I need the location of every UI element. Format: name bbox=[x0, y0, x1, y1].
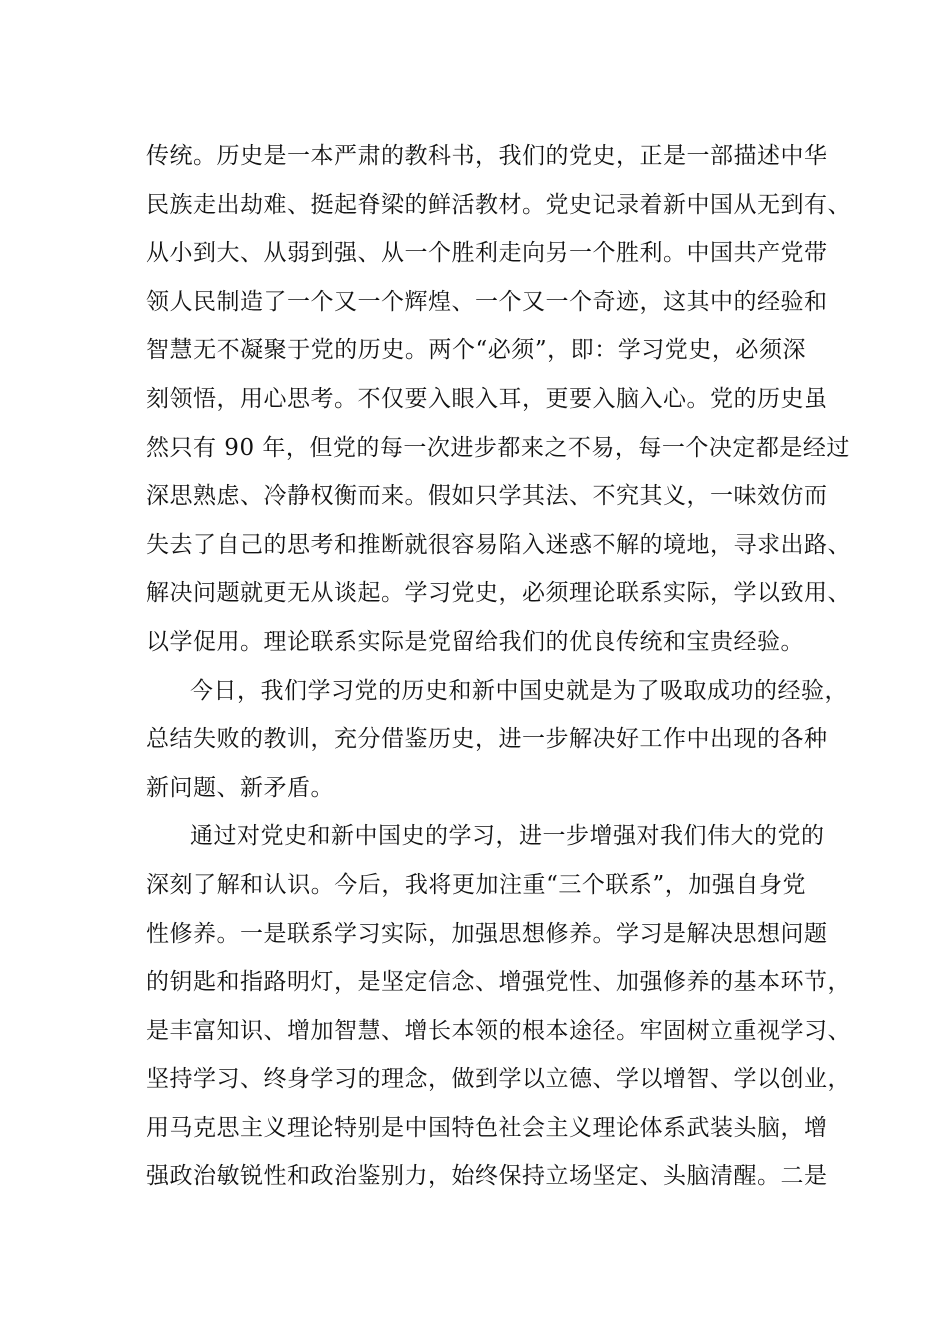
paragraph-first-line: 今日，我们学习党的历史和新中国史就是为了吸取成功的经验， bbox=[190, 677, 848, 704]
text-line: 深刻了解和认识。今后，我将更加注重“三个联系”，加强自身党 bbox=[146, 871, 806, 898]
text-line: 解决问题就更无从谈起。学习党史，必须理论联系实际，学以致用、 bbox=[146, 580, 851, 607]
text-line: 从小到大、从弱到强、从一个胜利走向另一个胜利。中国共产党带 bbox=[146, 240, 828, 267]
text-line: 性修养。一是联系学习实际，加强思想修养。学习是解决思想问题 bbox=[146, 920, 828, 947]
body-text bbox=[146, 132, 851, 1201]
text-line: 智慧无不凝聚于党的历史。两个“必须”，即：学习党史，必须深 bbox=[146, 337, 806, 364]
text-line: 总结失败的教训，充分借鉴历史，进一步解决好工作中出现的各种 bbox=[146, 726, 828, 753]
text-line: 然只有 90 年，但党的每一次进步都来之不易，每一个决定都是经过 bbox=[146, 434, 850, 461]
text-line: 以学促用。理论联系实际是党留给我们的优良传统和宝贵经验。 bbox=[146, 628, 804, 655]
text-line: 的钥匙和指路明灯，是坚定信念、增强党性、加强修养的基本环节， bbox=[146, 969, 851, 996]
text-line: 坚持学习、终身学习的理念，做到学以立德、学以增智、学以创业， bbox=[146, 1066, 851, 1093]
text-line: 强政治敏锐性和政治鉴别力，始终保持立场坚定、头脑清醒。二是 bbox=[146, 1163, 828, 1190]
text-line: 新问题、新矛盾。 bbox=[146, 774, 334, 801]
text-line: 失去了自己的思考和推断就很容易陷入迷惑不解的境地，寻求出路、 bbox=[146, 531, 851, 558]
text-line: 是丰富知识、增加智慧、增长本领的根本途径。牢固树立重视学习、 bbox=[146, 1017, 851, 1044]
text-line: 用马克思主义理论特别是中国特色社会主义理论体系武装头脑，增 bbox=[146, 1114, 828, 1141]
text-line: 传统。历史是一本严肃的教科书，我们的党史，正是一部描述中华 bbox=[146, 143, 828, 169]
text-line: 民族走出劫难、挺起脊梁的鲜活教材。党史记录着新中国从无到有、 bbox=[146, 191, 851, 218]
text-line: 刻领悟，用心思考。不仅要入眼入耳，更要入脑入心。党的历史虽 bbox=[146, 385, 828, 412]
paragraph-first-line: 通过对党史和新中国史的学习，进一步增强对我们伟大的党的 bbox=[190, 823, 825, 850]
text-line: 深思熟虑、冷静权衡而来。假如只学其法、不究其义，一味效仿而 bbox=[146, 483, 828, 510]
text-line: 领人民制造了一个又一个辉煌、一个又一个奇迹，这其中的经验和 bbox=[146, 288, 828, 315]
